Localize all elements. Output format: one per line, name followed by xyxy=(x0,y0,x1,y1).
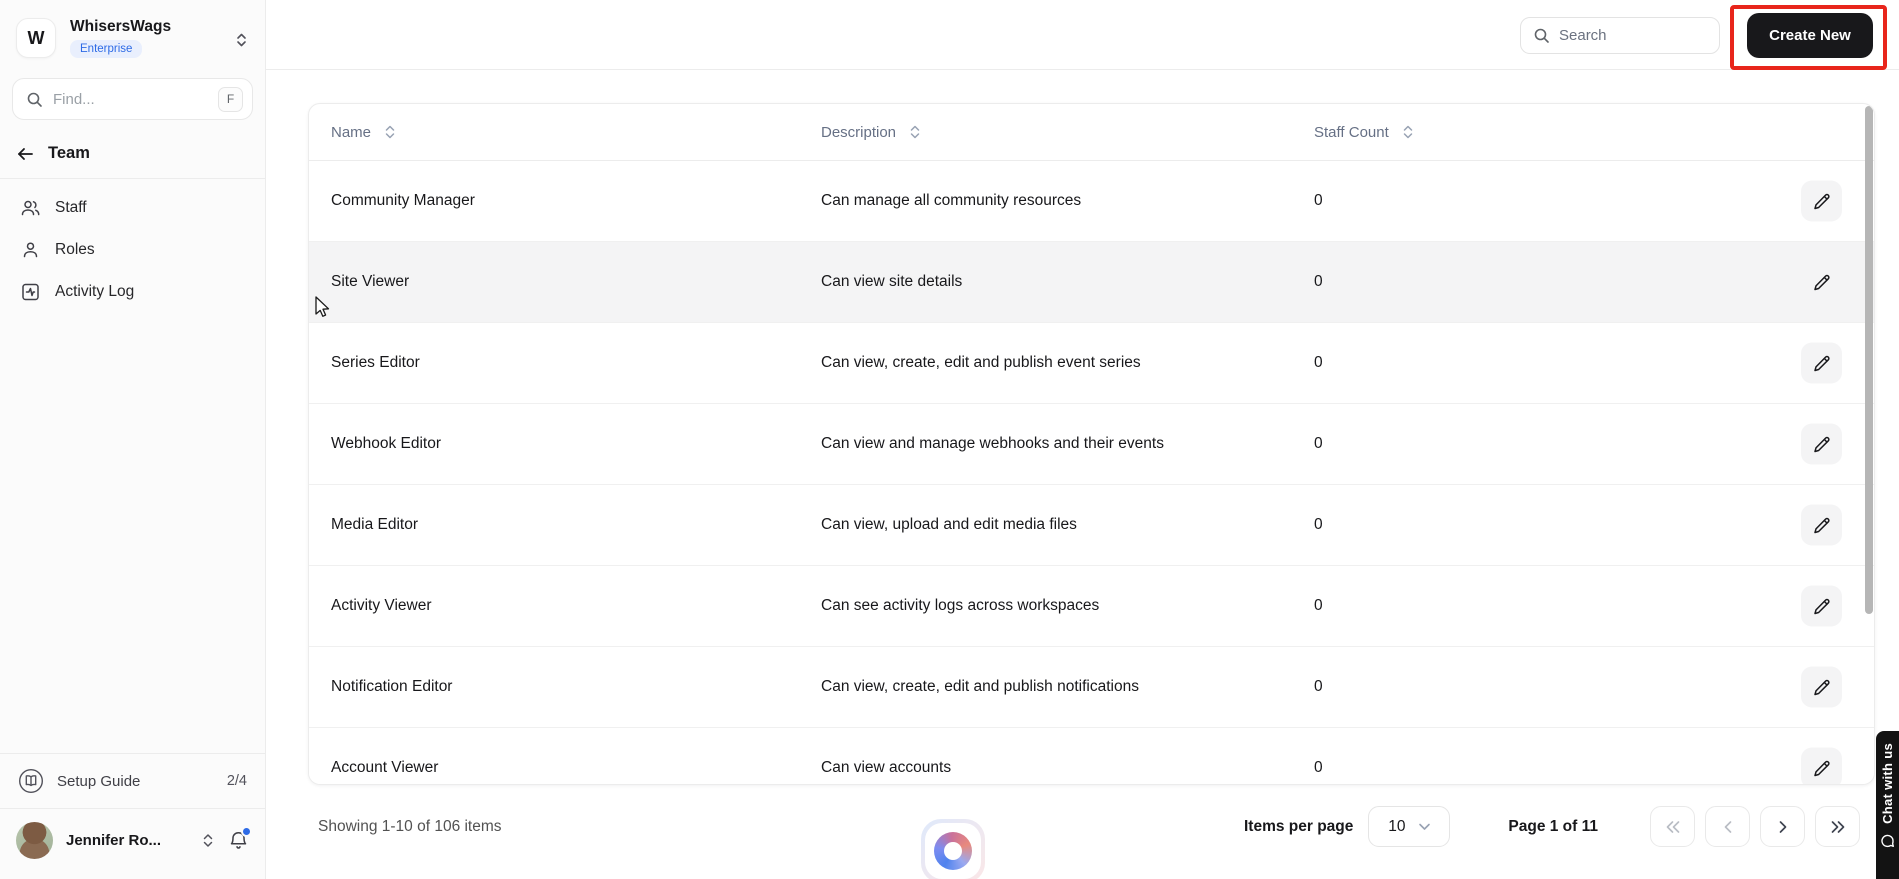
team-title: Team xyxy=(48,144,90,163)
brand-ring-logo xyxy=(921,819,985,879)
edit-role-button[interactable] xyxy=(1801,586,1842,627)
page-status: Page 1 of 11 xyxy=(1508,817,1598,835)
search-icon xyxy=(26,91,43,108)
role-description: Can view, create, edit and publish notifications xyxy=(821,678,1139,695)
table-row[interactable] xyxy=(309,647,1874,728)
sort-icon xyxy=(1402,125,1414,139)
users-icon xyxy=(20,198,41,218)
column-label: Description xyxy=(821,123,897,141)
items-per-page-label: Items per page xyxy=(1243,817,1354,835)
workspace-name: WhisersWags xyxy=(70,18,172,35)
table-row[interactable] xyxy=(309,566,1874,647)
table-scrollbar[interactable] xyxy=(1865,106,1873,614)
chevron-down-icon xyxy=(1418,822,1431,831)
search-placeholder: Search xyxy=(1559,27,1607,44)
showing-status: Showing 1-10 of 106 items xyxy=(318,817,502,835)
roles-table xyxy=(308,103,1875,785)
role-description: Can view, upload and edit media files xyxy=(821,516,1077,533)
column-header-description[interactable] xyxy=(821,104,921,160)
column-header-staff-count[interactable] xyxy=(1314,104,1414,160)
pencil-icon xyxy=(1813,192,1831,210)
sidebar xyxy=(0,0,266,879)
table-row[interactable] xyxy=(309,485,1874,566)
user-name: Jennifer Ro... xyxy=(66,832,162,849)
sort-icon xyxy=(384,125,396,139)
table-row[interactable] xyxy=(309,161,1874,242)
items-per-page-value: 10 xyxy=(1388,817,1406,835)
role-description: Can view accounts xyxy=(821,759,952,776)
workspace-switcher[interactable] xyxy=(0,0,265,68)
chat-tab-label: Chat with us xyxy=(1880,743,1895,824)
role-staff-count: 0 xyxy=(1314,354,1323,371)
role-name: Media Editor xyxy=(331,516,419,533)
role-description: Can see activity logs across workspaces xyxy=(821,597,1100,614)
pagination-bar xyxy=(1244,806,1860,847)
sidebar-nav xyxy=(0,179,265,321)
role-staff-count: 0 xyxy=(1314,435,1323,452)
pencil-icon xyxy=(1813,435,1831,453)
activity-icon xyxy=(20,282,41,302)
setup-guide-progress: 2/4 xyxy=(226,773,247,789)
table-row[interactable] xyxy=(309,323,1874,404)
last-page-button[interactable] xyxy=(1815,806,1860,847)
role-name: Activity Viewer xyxy=(331,597,432,614)
sidebar-item-staff[interactable] xyxy=(10,189,255,227)
search-icon xyxy=(1533,27,1550,44)
top-bar xyxy=(266,0,1899,70)
user-avatar xyxy=(16,822,53,859)
first-page-button[interactable] xyxy=(1650,806,1695,847)
notification-dot xyxy=(241,826,252,837)
role-name: Webhook Editor xyxy=(331,435,441,452)
chat-bubble-icon xyxy=(1880,834,1895,849)
previous-page-button[interactable] xyxy=(1705,806,1750,847)
role-staff-count: 0 xyxy=(1314,273,1323,290)
column-header-name[interactable] xyxy=(331,104,396,160)
shortcut-key-badge: F xyxy=(218,87,243,112)
next-page-button[interactable] xyxy=(1760,806,1805,847)
pencil-icon xyxy=(1813,273,1831,291)
sidebar-item-activity-log[interactable] xyxy=(10,273,255,311)
notifications-button[interactable] xyxy=(228,830,249,851)
create-new-button[interactable]: Create New xyxy=(1747,13,1873,58)
arrow-left-icon xyxy=(16,145,35,163)
table-row[interactable] xyxy=(309,404,1874,485)
edit-role-button[interactable] xyxy=(1801,343,1842,384)
role-staff-count: 0 xyxy=(1314,597,1323,614)
edit-role-button[interactable] xyxy=(1801,262,1842,303)
table-body xyxy=(309,161,1874,785)
team-back-header[interactable] xyxy=(0,144,265,163)
sidebar-item-roles[interactable] xyxy=(10,231,255,269)
setup-guide-label: Setup Guide xyxy=(57,772,141,790)
role-name: Community Manager xyxy=(331,192,475,209)
user-menu[interactable] xyxy=(0,809,265,879)
role-name: Site Viewer xyxy=(331,273,410,290)
role-description: Can manage all community resources xyxy=(821,192,1082,209)
role-staff-count: 0 xyxy=(1314,678,1323,695)
chevrons-up-down-icon xyxy=(234,32,249,48)
role-description: Can view site details xyxy=(821,273,963,290)
pencil-icon xyxy=(1813,678,1831,696)
pencil-icon xyxy=(1813,516,1831,534)
user-icon xyxy=(20,240,41,260)
table-header xyxy=(309,104,1874,161)
workspace-avatar: W xyxy=(16,18,56,58)
pencil-icon xyxy=(1813,354,1831,372)
column-label: Name xyxy=(331,123,372,141)
plan-badge: Enterprise xyxy=(70,40,142,58)
role-description: Can view, create, edit and publish event series xyxy=(821,354,1141,371)
pencil-icon xyxy=(1813,597,1831,615)
setup-guide-button[interactable] xyxy=(0,754,265,808)
find-input[interactable] xyxy=(12,78,253,120)
sidebar-item-label: Staff xyxy=(55,199,87,217)
edit-role-button[interactable] xyxy=(1801,667,1842,708)
chat-with-us-tab[interactable] xyxy=(1876,731,1899,879)
column-label: Staff Count xyxy=(1314,123,1389,141)
edit-role-button[interactable] xyxy=(1801,748,1842,786)
role-name: Series Editor xyxy=(331,354,420,371)
items-per-page-select[interactable] xyxy=(1368,806,1450,847)
role-description: Can view and manage webhooks and their events xyxy=(821,435,1164,452)
find-placeholder: Find... xyxy=(53,90,95,108)
open-book-icon xyxy=(18,768,44,794)
search-input[interactable] xyxy=(1520,17,1720,54)
edit-role-button[interactable] xyxy=(1801,424,1842,465)
role-staff-count: 0 xyxy=(1314,759,1323,776)
role-staff-count: 0 xyxy=(1314,192,1323,209)
sort-icon xyxy=(909,125,921,139)
role-staff-count: 0 xyxy=(1314,516,1323,533)
edit-role-button[interactable] xyxy=(1801,181,1842,222)
sidebar-item-label: Activity Log xyxy=(55,283,135,301)
role-name: Notification Editor xyxy=(331,678,453,695)
chevrons-up-down-icon[interactable] xyxy=(201,833,215,848)
table-row[interactable] xyxy=(309,242,1874,323)
pencil-icon xyxy=(1813,759,1831,777)
table-row[interactable] xyxy=(309,728,1874,785)
sidebar-item-label: Roles xyxy=(55,241,95,259)
role-name: Account Viewer xyxy=(331,759,439,776)
edit-role-button[interactable] xyxy=(1801,505,1842,546)
